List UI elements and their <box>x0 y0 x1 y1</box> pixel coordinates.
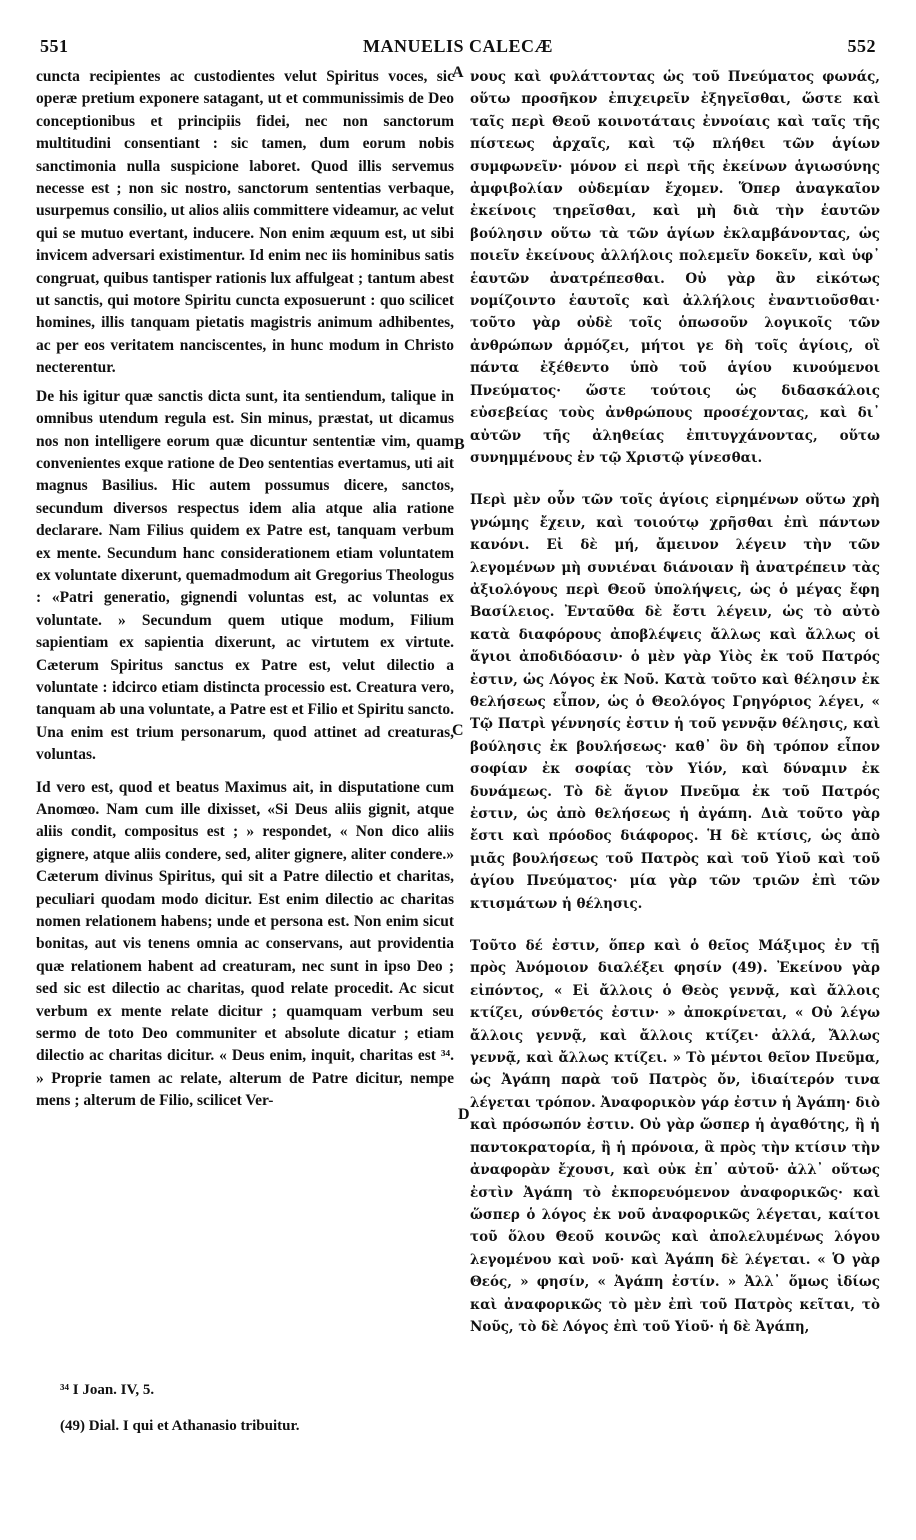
page-number-right: 552 <box>847 36 876 56</box>
footnote-49: (49) Dial. I qui et Athanasio tribuitur. <box>60 1418 300 1434</box>
latin-paragraph-2: De his igitur quæ sanctis dicta sunt, ita sentiendum, talique in omnibus utendum regula est. Sin minus, præstat, ut dicamus nos non intelligere eorum quæ dicuntur sententiæ vim, quam convenientes exque ratione de Deo sententias evertamus, uti ait magnus Basilius. Hic autem possumus dicere, sanctos, secundum diversos respectus idem alia atque alia ratione declarare. Nam Filius quidem ex Patre est, tanquam verbum ex mente. Secundum hanc considerationem etiam voluntatem ex voluntate dixerunt, quemadmodum ait Gregorius Theologus : «Patri generatio, gignendi voluntas est, ac voluntas ex voluntate. » Secundum quem utique modum, Filium sapientiam ex sapientia dixerunt, ac virtutem ex virtute. Cæterum Spiritus sanctus ex Patre est, velut dilectio a voluntate : idcirco etiam distincta processio est. Creatura vero, tanquam ab una voluntate, a Patre est et Filio et Spiritu sancto. Una enim est trium personarum, quod attinet ad creaturas, voluntas. <box>36 387 454 764</box>
section-marker-a: A <box>452 64 464 81</box>
section-marker-d: D <box>458 1106 470 1123</box>
section-marker-b: B <box>454 436 465 453</box>
greek-paragraph-2: Περὶ μὲν οὖν τῶν τοῖς ἁγίοις εἰρημένων οὕτω χρὴ γνώμης ἔχειν, καὶ τοιούτῳ χρῆσθαι ἐπὶ πάντων κανόνι. Εἰ δὲ μή, ἄμεινον λέγειν τὴν τῶν λεγομένων μὴ συνιέναι διάνοιαν ἢ ἀνατρέπειν τὰς ἀξιολόγους περὶ Θεοῦ ὑπολήψεις, ὡς ὁ μέγας ἔφη Βασίλειος. Ἐνταῦθα δὲ ἔστι λέγειν, ὡς τὸ αὐτὸ κατὰ διαφόρους ἀποβλέψεις ἄλλως καὶ ἄλλως οἱ ἅγιοι ἀποδιδόασιν· ὁ μὲν γὰρ Υἱὸς ἐκ τοῦ Πατρός ἐστιν, ὡς Λόγος ἐκ Νοῦ. Κατὰ τοῦτο καὶ θέλησιν ἐκ θελήσεως εἶπον, ὡς ὁ Θεολόγος Γρηγόριος λέγει, « Τῷ Πατρὶ γέννησίς ἐστιν ἡ τοῦ γεννᾷν θέλησις, καὶ βούλησις ἐκ βουλήσεως· καθ᾽ ὃν δὴ τρόπον εἶπον σοφίαν ἐκ σοφίας τὸν Υἱόν, καὶ δύναμιν ἐκ δυνάμεως. Τὸ δὲ ἅγιον Πνεῦμα ἐκ τοῦ Πατρός ἐστιν, ὡς ἀπὸ θελήσεως ἡ ἀγάπη. Διὰ τοῦτο γὰρ ἔστι καὶ πρόοδος διάφορος. Ἡ δὲ κτίσις, ὡς ἀπὸ μιᾶς βουλήσεως τοῦ Πατρὸς καὶ τοῦ Υἱοῦ καὶ τοῦ ἁγίου Πνεύματος· μία γὰρ τῶν τριῶν ἐπὶ τῶν κτισμάτων ἡ θέλησις. <box>470 492 880 912</box>
greek-paragraph-1: νους καὶ φυλάττοντας ὡς τοῦ Πνεύματος φωνάς, οὕτω προσῆκον ἐπιχειρεῖν ἐξηγεῖσθαι, ὥστε καὶ ταῖς περὶ Θεοῦ κοινοτάταις ἐννοίαις καὶ ταῖς τῆς πίστεως ἀρχαῖς, καὶ τῷ πλήθει τῶν ἁγίων συμφωνεῖν· μόνον εἰ περὶ τῆς ἐκείνων ἁγιωσύνης ἀμφιβολίαν οὐδεμίαν ἔχομεν. Ὅπερ ἀναγκαῖον ἐκείνοις τηρεῖσθαι, καὶ μὴ διὰ τὴν ἑαυτῶν βούλησιν οὕτω τὰ τῶν ἁγίων ἐκλαμβάνοντας, ὡς ποιεῖν ἐκείνους ἀλλήλοις πολεμεῖν δοκεῖν, καὶ ὑφ᾽ ἑαυτῶν ἀνατρέπεσθαι. Οὐ γὰρ ἂν εἰκότως νομίζοιντο ἑαυτοῖς καὶ ἀλλήλοις ἐναντιοῦσθαι· τοῦτο γὰρ οὐδὲ τοῖς ὁπωσοῦν λογικοῖς τῶν ἀνθρώπων ἁρμόζει, μήτοι γε δὴ τοῖς ἁγίοις, οἳ πάντα ἐξέθεντο ὑπὸ τοῦ ἁγίου κινούμενοι Πνεύματος· ὥστε τούτοις ὡς διδασκάλοις εὐσεβείας τοὺς ἀνθρώπους προσέχοντας, καὶ δι᾽ αὐτῶν τῆς ἀληθείας ἐπιτυγχάνοντας, οὕτω συνημμένους ἐν τῷ Χριστῷ γίνεσθαι. <box>470 69 880 466</box>
latin-paragraph-3: Id vero est, quod et beatus Maximus ait, in disputatione cum Anomœo. Nam cum ille dixisset, «Si Deus aliis gignit, atque aliis condit, compositus est ; » respondet, « Non dico aliis gignere, atque aliis condere, sed, aliter gignere, aliter condere.» Cæterum divinus Spiritus, qui sit a Patre dilectio et charitas, peculiari quodam modo dicitur. Est enim dilectio ac charitas nomen relationem habens; unde et persona est. Non enim sicut bonitas, aut vis tenens omnia ac conservans, aut providentia quæ relationem habent ad creaturam, nec sunt in ipso Deo ; sed sic est dilectio ac charitas, quod relate procedit. Ac sicut verbum ex mente relate dicitur ; quamquam verbum seu sermo de toto Deo communiter et absolute dicatur ; etiam dilectio ac charitas dicitur. « Deus enim, inquit, charitas est ³⁴. » Proprie tamen ac relate, alterum de Patre dicitur, nempe mens ; alterum de Filio, scilicet Ver- <box>36 778 454 1110</box>
latin-column <box>36 66 454 1113</box>
footnote-34: ³⁴ I Joan. IV, 5. <box>60 1382 155 1398</box>
greek-column <box>470 66 880 1338</box>
latin-paragraph-1: cuncta recipientes ac custodientes velut Spiritus voces, sic operæ pretium exponere satagant, ut et communissimis de Deo conceptionibus et principiis fidei, nec non sanctorum multitudini consentiant : sic tamen, dum eorum nobis sanctimonia nulla suspicione laboret. Quod illis servemus necesse est ; non sic nostro, sanctorum sententias verbaque, usurpemus consilio, ut alios aliis committere videamur, ac velut qui se mutuo evertant, inducere. Non enim æquum est, ut sibi invicem adversari existimentur. Id enim nec iis hominibus satis congruat, quibus tantisper rationis lux affulgeat ; tantum abest ut sanctis, qui motore Spiritu cuncta exposuerunt : quo scilicet homines, illis tanquam pietatis magistris animum adhibentes, ac per eos veritatem nanciscentes, in hunc modum in Christo necterentur. <box>36 68 454 377</box>
greek-paragraph-3: Τοῦτο δέ ἐστιν, ὅπερ καὶ ὁ θεῖος Μάξιμος ἐν τῇ πρὸς Ἀνόμοιον διαλέξει φησίν (49). Ἐκείνου γὰρ εἰπόντος, « Εἰ ἄλλοις ὁ Θεὸς γεννᾷ, καὶ ἄλλοις κτίζει, σύνθετός ἐστιν· » ἀποκρίνεται, « Οὐ λέγω ἄλλοις γεννᾷ, καὶ ἄλλοις κτίζει· ἀλλά, Ἄλλως γεννᾷ, καὶ ἄλλως κτίζει. » Τὸ μέντοι θεῖον Πνεῦμα, ὡς Ἀγάπη παρὰ τοῦ Πατρὸς ὄν, ἰδιαίτερόν τινα λέγεται τρόπον. Ἀναφορικὸν γάρ ἐστιν ἡ Ἀγάπη· διὸ καὶ πρόσωπόν ἐστιν. Οὐ γὰρ ὥσπερ ἡ ἀγαθότης, ἢ ἡ παντοκρατορία, ἢ ἡ πρόνοια, ἃ πρὸς τὴν κτίσιν τὴν ἀναφορὰν ἔχουσι, καὶ οὐκ ἐπ᾽ αὐτοῦ· ἀλλ᾽ οὕτως ἐστὶν Ἀγάπη τὸ ἐκπορευόμενον ἀναφορικῶς· καὶ ὥσπερ ὁ λόγος ἐκ νοῦ ἀναφορικῶς λέγεται, καίτοι τοῦ ὅλου Θεοῦ κοινῶς καὶ ἀπολελυμένως λόγου λεγομένου καὶ νοῦ· καὶ Ἀγάπη δὲ λέγεται. « Ὁ γὰρ Θεός, » φησίν, « Ἀγάπη ἐστίν. » Ἀλλ᾽ ὅμως ἰδίως καὶ ἀναφορικῶς τὸ μὲν ἐπὶ τοῦ Πατρὸς κεῖται, τὸ Νοῦς, τὸ δὲ Λόγος ἐπὶ τοῦ Υἱοῦ· ἡ δὲ Ἀγάπη, <box>470 938 880 1335</box>
page-number-left: 551 <box>40 36 69 56</box>
section-marker-c: C <box>452 722 464 739</box>
running-title: MANUELIS CALECÆ <box>362 36 554 56</box>
